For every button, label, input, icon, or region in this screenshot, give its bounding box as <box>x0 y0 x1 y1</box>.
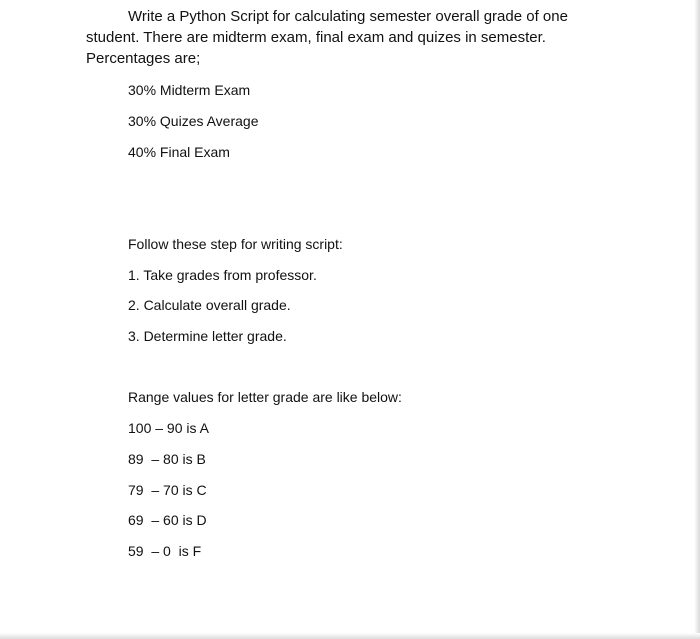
range-c: 79 – 70 is C <box>128 482 207 498</box>
intro-paragraph: Write a Python Script for calculating semester overall grade of one student. There are midterm exam, final exam and quizes in semester. Percentages are; <box>86 8 568 67</box>
step-1: 1. Take grades from professor. <box>128 267 317 283</box>
range-b: 89 – 80 is B <box>128 451 206 467</box>
range-f: 59 – 0 is F <box>128 543 202 559</box>
step-3: 3. Determine letter grade. <box>128 328 287 344</box>
steps-heading: Follow these step for writing script: <box>128 236 343 252</box>
percentage-midterm: 30% Midterm Exam <box>128 82 251 98</box>
percentage-final: 40% Final Exam <box>128 144 230 160</box>
percentage-quizes: 30% Quizes Average <box>128 113 259 129</box>
range-a: 100 – 90 is A <box>128 420 209 436</box>
range-d: 69 – 60 is D <box>128 512 207 528</box>
page-edge-right <box>694 0 700 639</box>
step-2: 2. Calculate overall grade. <box>128 297 291 313</box>
range-heading: Range values for letter grade are like below: <box>128 389 402 405</box>
page-edge-bottom <box>0 633 700 639</box>
